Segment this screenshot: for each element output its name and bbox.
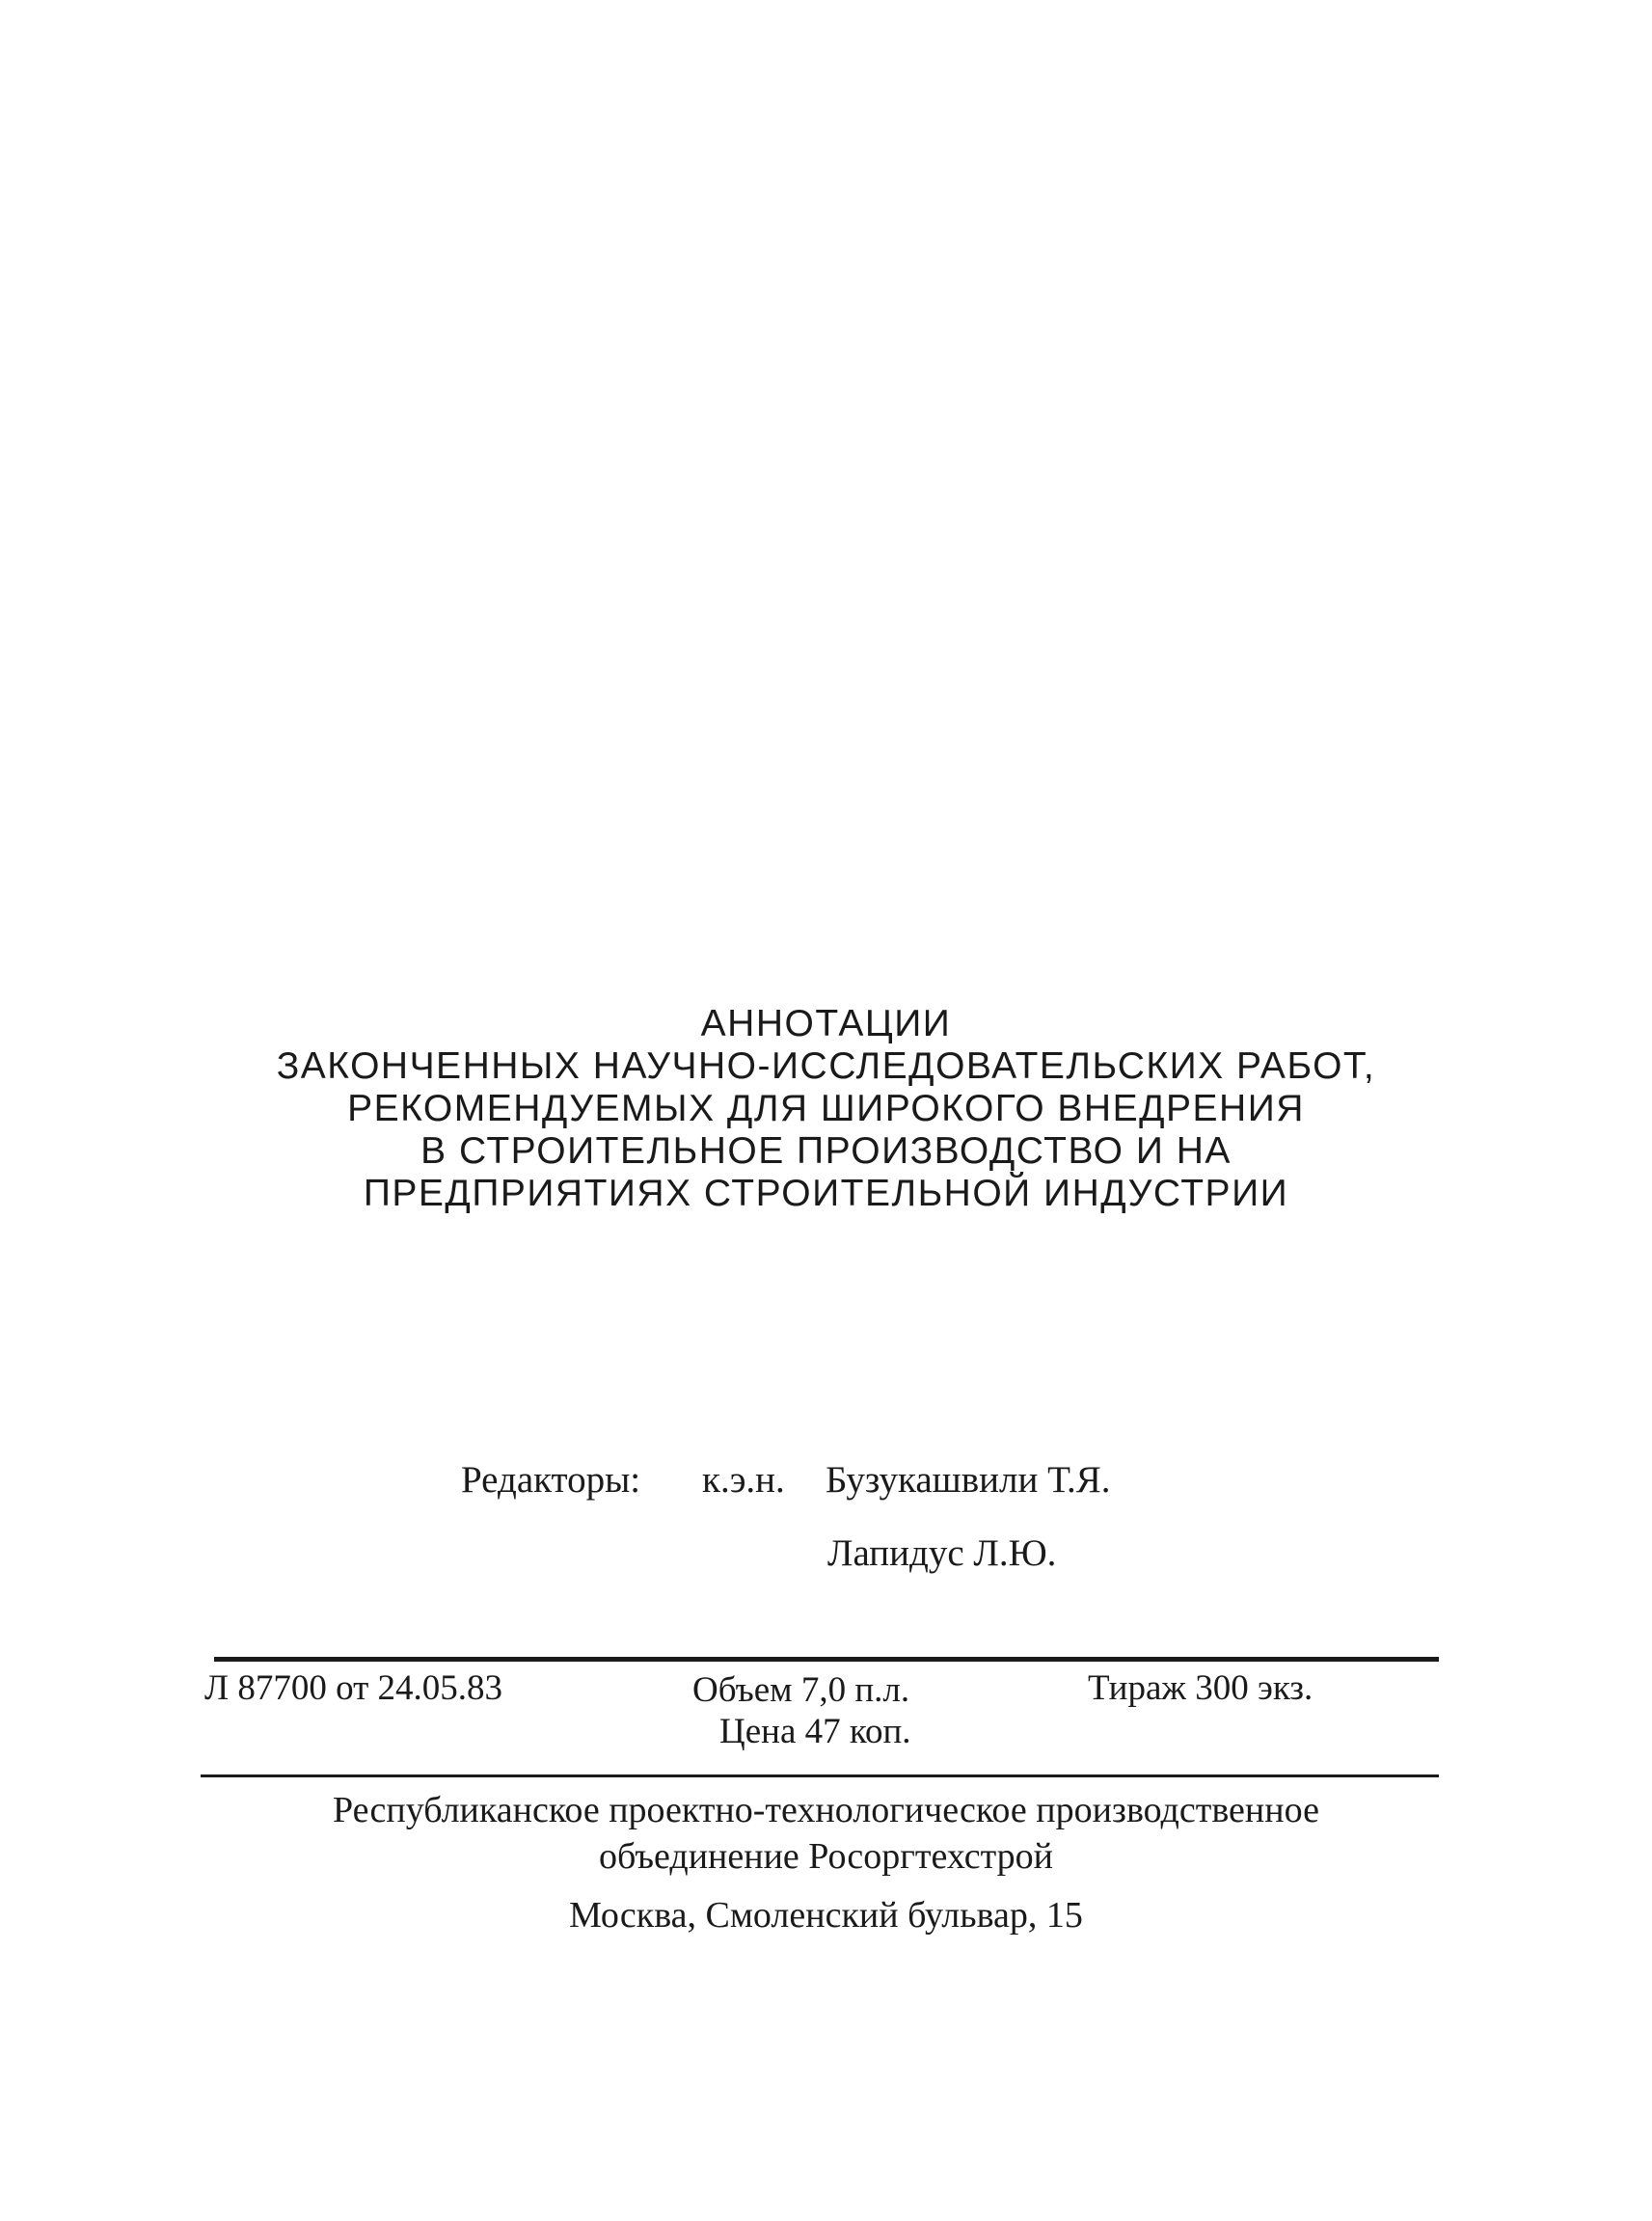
publisher-line-1: Республиканское проектно-технологическое производственное [333,1790,1319,1830]
price-info: Цена 47 коп. [719,1712,911,1751]
publisher-block [0,1787,1652,1880]
editor-degree: к.э.н. [702,1459,785,1501]
title-line-2: ЗАКОНЧЕННЫХ НАУЧНО-ИССЛЕДОВАТЕЛЬСКИХ РАБОТ, [276,1045,1376,1087]
title-line-1: АННОТАЦИИ [700,1003,952,1044]
editor-name-1: Бузукашвили Т.Я. [826,1459,1111,1501]
volume-info: Объем 7,0 п.л. [692,1670,910,1710]
bottom-divider [201,1774,1439,1777]
print-run: Тираж 300 экз. [1088,1668,1313,1708]
license-number: Л 87700 от 24.05.83 [204,1668,503,1708]
document-title [0,1003,1652,1215]
editors-line [461,1458,1111,1503]
title-line-3: РЕКОМЕНДУЕМЫХ ДЛЯ ШИРОКОГО ВНЕДРЕНИЯ [347,1088,1305,1129]
title-line-4: В СТРОИТЕЛЬНОЕ ПРОИЗВОДСТВО И НА [420,1130,1232,1172]
editor-name-2: Лапидус Л.Ю. [827,1532,1057,1574]
title-line-5: ПРЕДПРИЯТИЯХ СТРОИТЕЛЬНОЙ ИНДУСТРИИ [363,1173,1289,1214]
publisher-address: Москва, Смоленский бульвар, 15 [569,1895,1083,1936]
editors-label: Редакторы: [461,1459,641,1501]
publisher-line-2: объединение Росоргтехстрой [598,1836,1054,1877]
top-divider [214,1657,1439,1662]
